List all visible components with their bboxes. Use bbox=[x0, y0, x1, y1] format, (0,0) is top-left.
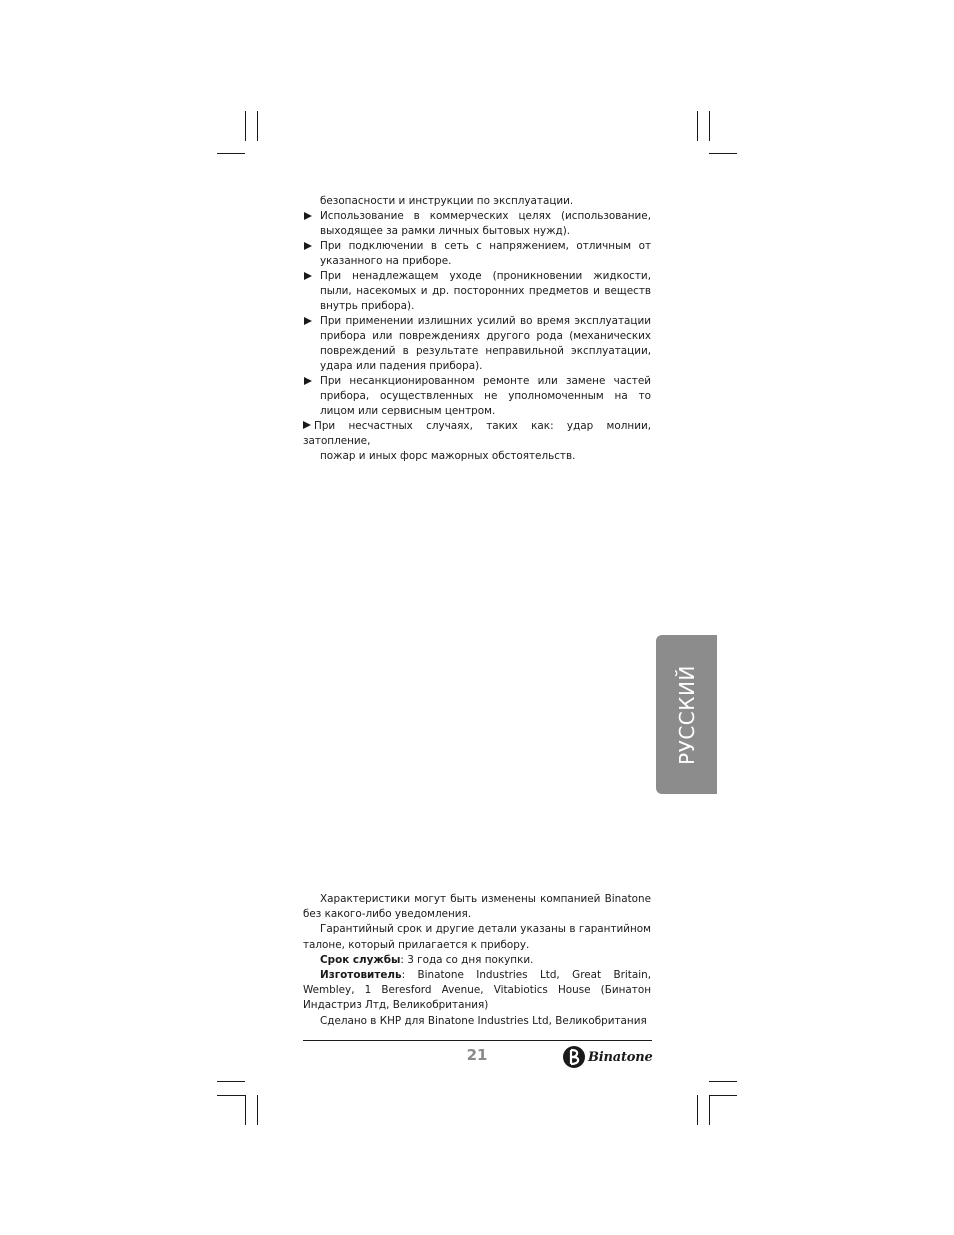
crop-mark bbox=[709, 1095, 710, 1125]
footer-info bbox=[303, 892, 651, 1029]
crop-mark bbox=[697, 111, 698, 141]
triangle-bullet-icon bbox=[303, 421, 311, 429]
triangle-bullet-icon bbox=[304, 377, 312, 385]
crop-mark bbox=[217, 1081, 245, 1082]
list-item: При подключении в сеть с напряжением, отличным от указанного на приборе. bbox=[303, 239, 651, 269]
crop-mark bbox=[217, 153, 245, 154]
list-item: При несанкционированном ремонте или замене частей прибора, осуществленных не уполномоченным на то лицом или сервисным центром. bbox=[303, 374, 651, 419]
language-tab bbox=[656, 635, 717, 794]
page-number: 21 bbox=[466, 1046, 488, 1064]
made-in: Сделано в КНР для Binatone Industries Ltd, Великобритания bbox=[320, 1014, 647, 1027]
crop-mark bbox=[217, 1095, 245, 1096]
list-item: При несчастных случаях, таких как: удар молнии, затопление, пожар и иных форс мажорных обстоятельств. bbox=[303, 420, 651, 462]
crop-mark bbox=[709, 1095, 737, 1096]
brand-logo bbox=[562, 1045, 653, 1069]
triangle-bullet-icon bbox=[304, 317, 312, 325]
crop-mark bbox=[245, 111, 246, 141]
triangle-bullet-icon bbox=[304, 272, 312, 280]
warranty-exclusions bbox=[303, 194, 651, 464]
warranty-note: Гарантийный срок и другие детали указаны в гарантийном талоне, который прилагается к прибору. bbox=[303, 923, 651, 951]
lead-text: безопасности и инструкции по эксплуатации. bbox=[320, 195, 574, 207]
manufacturer: Изготовитель: Binatone Industries Ltd, Great Britain, Wembley, 1 Beresford Avenue, Vitabiotics House (Бинатон Индастриз Лтд, Великобритания) bbox=[303, 969, 651, 1012]
crop-mark bbox=[697, 1095, 698, 1125]
exclusion-list bbox=[303, 209, 651, 464]
crop-mark bbox=[257, 1095, 258, 1125]
service-life: Срок службы: 3 года со дня покупки. bbox=[320, 953, 534, 966]
specs-note: Характеристики могут быть изменены компанией Binatone без какого-либо уведомления. bbox=[303, 893, 651, 921]
list-item: При применении излишних усилий во время эксплуатации прибора или повреждениях другого рода (механических повреждений в результате неправильной эксплуатации, удара или падения прибора). bbox=[303, 314, 651, 374]
list-item: Использование в коммерческих целях (использование, выходящее за рамки личных бытовых нужд). bbox=[303, 209, 651, 239]
crop-mark bbox=[709, 153, 737, 154]
brand-name: Binatone bbox=[588, 1049, 653, 1065]
binatone-logo-icon bbox=[562, 1045, 586, 1069]
crop-mark bbox=[709, 1081, 737, 1082]
triangle-bullet-icon bbox=[304, 212, 312, 220]
crop-mark bbox=[245, 1095, 246, 1125]
crop-mark bbox=[257, 111, 258, 141]
list-item: При ненадлежащем уходе (проникновении жидкости, пыли, насекомых и др. посторонних предметов и веществ внутрь прибора). bbox=[303, 269, 651, 314]
footer-divider bbox=[303, 1040, 652, 1041]
language-tab-label: РУССКИЙ bbox=[674, 664, 699, 765]
crop-mark bbox=[709, 111, 710, 141]
triangle-bullet-icon bbox=[304, 242, 312, 250]
